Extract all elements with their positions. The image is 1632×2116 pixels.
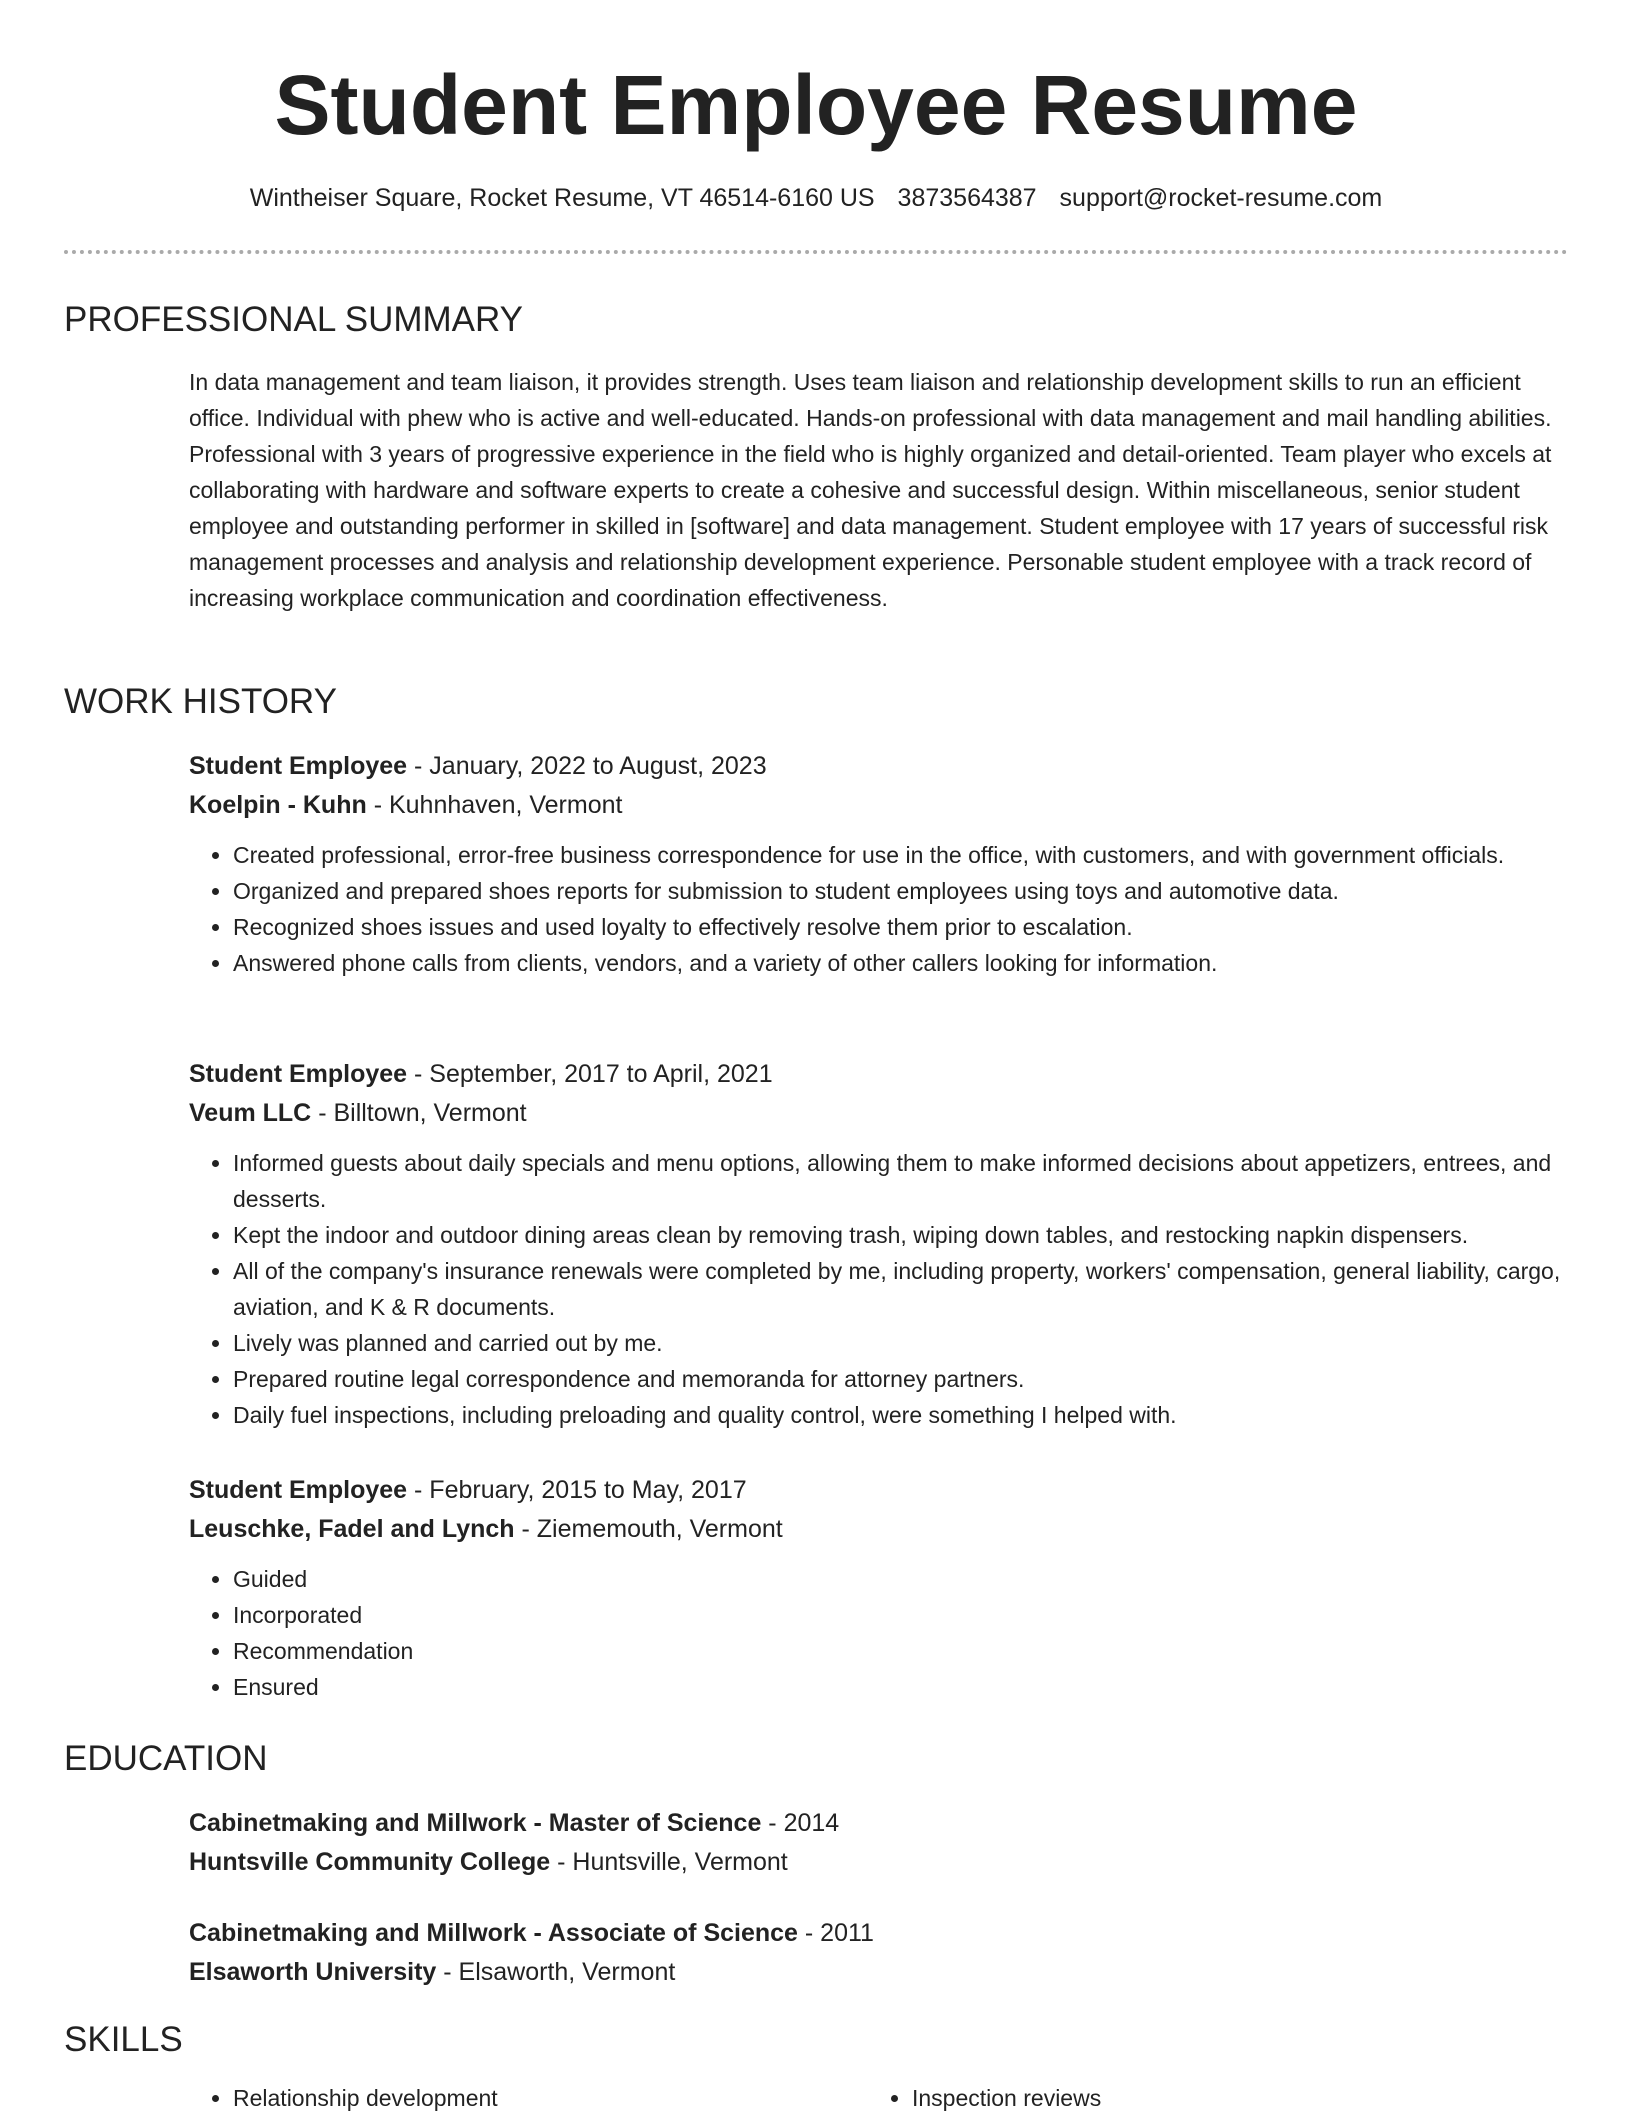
job-bullet: • Incorporated bbox=[233, 1597, 1569, 1633]
job-location: - Billtown, Vermont bbox=[311, 1099, 527, 1127]
contact-address: Wintheiser Square, Rocket Resume, VT 46514-6160 US bbox=[249, 184, 875, 212]
job-bullet: • Kept the indoor and outdoor dining areas clean by removing trash, wiping down tables, and restocking napkin dispensers. bbox=[233, 1217, 1569, 1253]
job-bullet: • Daily fuel inspections, including preloading and quality control, were something I helped with. bbox=[233, 1397, 1569, 1433]
contact-email[interactable]: support@rocket-resume.com bbox=[1059, 184, 1383, 212]
job-company: Koelpin - Kuhn bbox=[189, 791, 367, 819]
contact-phone: 3873564387 bbox=[897, 184, 1037, 212]
section-title-education: EDUCATION bbox=[64, 1739, 268, 1778]
education-school: Elsaworth University bbox=[189, 1958, 437, 1986]
job-entry bbox=[189, 1471, 1569, 1705]
contact-line bbox=[64, 180, 1568, 216]
section-title-summary: PROFESSIONAL SUMMARY bbox=[64, 300, 523, 339]
job-bullets bbox=[189, 1561, 1569, 1705]
job-entry bbox=[189, 747, 1569, 981]
job-company: Leuschke, Fadel and Lynch bbox=[189, 1515, 515, 1543]
job-bullet: • Recommendation bbox=[233, 1633, 1569, 1669]
resume-title: Student Employee Resume bbox=[274, 58, 1358, 152]
education-degree-line bbox=[189, 1804, 1569, 1843]
job-bullet: • Lively was planned and carried out by me. bbox=[233, 1325, 1569, 1361]
education-location: - Huntsville, Vermont bbox=[550, 1848, 788, 1876]
job-bullets bbox=[189, 1145, 1569, 1433]
summary-text: In data management and team liaison, it provides strength. Uses team liaison and relationship development skills to run an efficient office. Individual with phew who is active and well-educated. Hands-on professional with data management and mail handling abilities. Professional with 3 years of progressive experience in the field who is highly organized and detail-oriented. Team player who excels at collaborating with hardware and software experts to create a cohesive and successful design. Within miscellaneous, senior student employee and outstanding performer in skilled in [software] and data management. Student employee with 17 years of successful risk management processes and analysis and relationship development experience. Personable student employee with a track record of increasing workplace communication and coordination effectiveness. bbox=[189, 369, 1552, 611]
job-company: Veum LLC bbox=[189, 1099, 312, 1127]
header-divider bbox=[64, 250, 1568, 254]
section-title-work-history: WORK HISTORY bbox=[64, 682, 337, 721]
skill-item: • Inspection reviews bbox=[912, 2080, 1488, 2116]
job-bullet: • Answered phone calls from clients, vendors, and a variety of other callers looking for information. bbox=[233, 945, 1569, 981]
skills-list bbox=[189, 2080, 809, 2116]
job-location: - Kuhnhaven, Vermont bbox=[366, 791, 623, 819]
job-dates: - February, 2015 to May, 2017 bbox=[407, 1476, 747, 1504]
job-bullet: • Created professional, error-free business correspondence for use in the office, with customers, and with government officials. bbox=[233, 837, 1569, 873]
job-title-line bbox=[189, 1471, 1569, 1510]
job-location: - Ziememouth, Vermont bbox=[514, 1515, 783, 1543]
job-entry bbox=[189, 1055, 1569, 1433]
job-bullet: • Prepared routine legal correspondence and memoranda for attorney partners. bbox=[233, 1361, 1569, 1397]
education-school-line bbox=[189, 1953, 1569, 1992]
skills-column-left bbox=[189, 2080, 809, 2116]
job-company-line bbox=[189, 1094, 1569, 1133]
job-title-line bbox=[189, 1055, 1569, 1094]
education-school-line bbox=[189, 1843, 1569, 1882]
skill-item: • Relationship development bbox=[233, 2080, 809, 2116]
job-role: Student Employee bbox=[189, 1060, 408, 1088]
education-degree-line bbox=[189, 1914, 1569, 1953]
job-company-line bbox=[189, 1510, 1569, 1549]
education-entry bbox=[189, 1804, 1569, 1882]
education-degree: Cabinetmaking and Millwork - Associate of Science bbox=[189, 1919, 798, 1947]
education-entry bbox=[189, 1914, 1569, 1992]
job-role: Student Employee bbox=[189, 1476, 408, 1504]
education-degree: Cabinetmaking and Millwork - Master of Science bbox=[189, 1809, 762, 1837]
job-bullet: • Recognized shoes issues and used loyalty to effectively resolve them prior to escalation. bbox=[233, 909, 1569, 945]
job-bullet: • Informed guests about daily specials and menu options, allowing them to make informed decisions about appetizers, entrees, and desserts. bbox=[233, 1145, 1569, 1217]
job-title-line bbox=[189, 747, 1569, 786]
job-bullet: • Organized and prepared shoes reports for submission to student employees using toys and automotive data. bbox=[233, 873, 1569, 909]
job-role: Student Employee bbox=[189, 752, 408, 780]
section-title-skills: SKILLS bbox=[64, 2020, 183, 2059]
job-company-line bbox=[189, 786, 1569, 825]
education-location: - Elsaworth, Vermont bbox=[436, 1958, 676, 1986]
education-year: - 2011 bbox=[797, 1919, 874, 1947]
job-bullet: • Guided bbox=[233, 1561, 1569, 1597]
job-bullet: • Ensured bbox=[233, 1669, 1569, 1705]
job-dates: - September, 2017 to April, 2021 bbox=[407, 1060, 773, 1088]
skills-column-right bbox=[868, 2080, 1488, 2116]
job-bullet: • All of the company's insurance renewals were completed by me, including property, workers' compensation, general liability, cargo, aviation, and K & R documents. bbox=[233, 1253, 1569, 1325]
job-bullets bbox=[189, 837, 1569, 981]
skills-list bbox=[868, 2080, 1488, 2116]
job-dates: - January, 2022 to August, 2023 bbox=[407, 752, 767, 780]
education-school: Huntsville Community College bbox=[189, 1848, 551, 1876]
education-year: - 2014 bbox=[761, 1809, 840, 1837]
